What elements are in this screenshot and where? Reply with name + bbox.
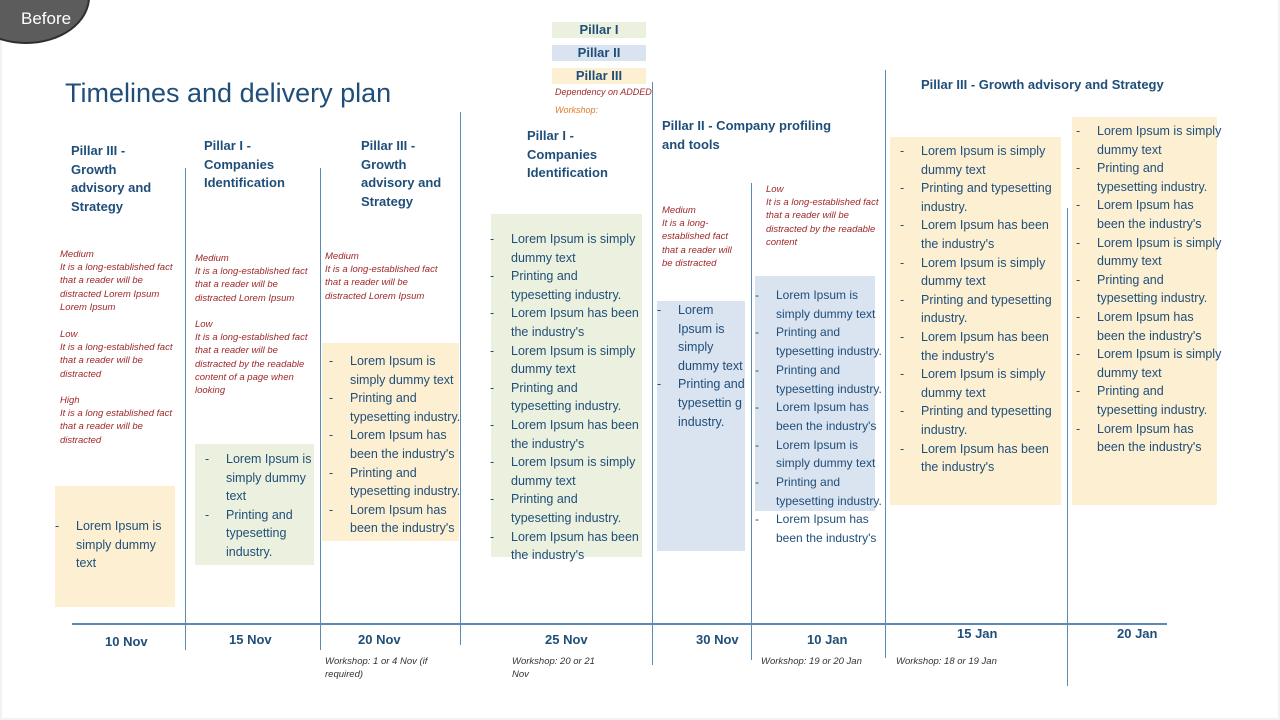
list-item: - Printing and typesetting industry. <box>329 389 463 426</box>
list-item: - Printing and typesetting industry. <box>1076 271 1222 308</box>
risk-note-medium: Medium It is a long-established fact that a reader will be distracted Lorem Ipsum <box>195 253 308 304</box>
timeline-axis <box>72 623 1167 625</box>
legend-pillar-1: Pillar I <box>552 22 646 38</box>
column-heading: Pillar I - Companies Identification <box>204 138 285 190</box>
risk-note-medium: Medium It is a long-established fact that a reader will be distracted <box>662 205 732 269</box>
column-separator <box>652 82 653 665</box>
list-item: - Lorem Ipsum is simply dummy text <box>657 301 747 375</box>
task-list <box>657 301 747 431</box>
list-item: - Lorem Ipsum has been the industry's <box>329 501 463 538</box>
column-heading: Pillar I - Companies Identification <box>527 128 608 180</box>
list-item: - Lorem Ipsum has been the industry's <box>900 440 1060 477</box>
list-item: - Lorem Ipsum is simply dummy text <box>755 436 889 473</box>
column-separator <box>751 183 752 660</box>
list-item: - Lorem Ipsum is simply dummy text <box>1076 345 1222 382</box>
timeline-date: 25 Nov <box>545 632 588 647</box>
list-item: - Lorem Ipsum is simply dummy text <box>900 365 1060 402</box>
legend-pillar-2: Pillar II <box>552 45 646 61</box>
before-badge-label: Before <box>21 9 72 28</box>
list-item: - Printing and typesetting industry. <box>755 323 889 360</box>
list-item: - Printing and typesetting industry. <box>1076 159 1222 196</box>
column-heading: Pillar III - Growth advisory and Strategy <box>71 143 152 214</box>
list-item: - Lorem Ipsum has been the industry's <box>490 416 640 453</box>
list-item: - Printing and typesetting industry. <box>755 473 889 510</box>
list-item: - Lorem Ipsum has been the industry's <box>1076 420 1222 457</box>
column-separator <box>1067 208 1068 686</box>
list-item: - Lorem Ipsum is simply dummy text <box>55 517 173 573</box>
list-item: - Lorem Ipsum is simply dummy text <box>329 352 463 389</box>
list-item: - Printing and typesetting industry. <box>900 291 1060 328</box>
list-item: - Printing and typesetting industry. <box>755 361 889 398</box>
column-separator <box>885 70 886 658</box>
list-item: - Printing and typesetting industry. <box>329 464 463 501</box>
task-list <box>490 230 640 565</box>
task-list <box>329 352 463 538</box>
list-item: - Printing and typesetting industry. <box>490 379 640 416</box>
task-list <box>1076 122 1222 457</box>
task-list <box>900 142 1060 477</box>
legend-pillar-3: Pillar III <box>552 68 646 84</box>
risk-note-medium: Medium It is a long-established fact that a reader will be distracted Lorem Ipsum <box>325 251 438 302</box>
list-item: - Lorem Ipsum is simply dummy text <box>1076 234 1222 271</box>
list-item: - Lorem Ipsum is simply dummy text <box>900 142 1060 179</box>
risk-note-medium: Medium It is a long-established fact that a reader will be distracted Lorem Ipsum Lorem Ipsum <box>60 249 173 313</box>
column-heading: Pillar III - Growth advisory and Strategy <box>361 138 442 209</box>
list-item: - Printing and typesetting industry. <box>900 402 1060 439</box>
task-list <box>55 517 173 573</box>
workshop-note: Workshop: 20 or 21 Nov <box>512 656 595 680</box>
timeline-date: 15 Jan <box>957 626 998 641</box>
timeline-date: 10 Nov <box>105 634 148 649</box>
task-list <box>205 450 313 562</box>
timeline-date: 15 Nov <box>229 632 272 647</box>
legend-dependency: Dependency on ADDED <box>555 87 652 97</box>
column-separator <box>185 168 186 650</box>
list-item: - Lorem Ipsum has been the industry's <box>1076 308 1222 345</box>
list-item: - Lorem Ipsum is simply dummy text <box>490 230 640 267</box>
list-item: - Lorem Ipsum has been the industry's <box>329 426 463 463</box>
risk-note-high: High It is a long established fact that a reader will be distracted <box>60 395 172 446</box>
legend-workshop: Workshop: <box>555 105 599 115</box>
risk-note-low: Low It is a long-established fact that a reader will be distracted by the readable content <box>766 184 879 248</box>
list-item: - Lorem Ipsum is simply dummy text <box>490 453 640 490</box>
list-item: - Lorem Ipsum has been the industry's <box>490 304 640 341</box>
list-item: - Printing and typesetting industry. <box>900 179 1060 216</box>
workshop-note: Workshop: 19 or 20 Jan <box>761 656 862 667</box>
workshop-note: Workshop: 1 or 4 Nov (if required) <box>325 656 428 680</box>
workshop-note: Workshop: 18 or 19 Jan <box>896 656 997 667</box>
list-item: - Lorem Ipsum has been the industry's <box>755 510 889 547</box>
risk-note-low: Low It is a long-established fact that a reader will be distracted <box>60 329 173 380</box>
task-list <box>755 286 889 548</box>
list-item: - Lorem Ipsum is simply dummy text <box>1076 122 1222 159</box>
list-item: - Printing and typesetting industry. <box>1076 382 1222 419</box>
slide-canvas <box>2 0 1278 718</box>
list-item: - Lorem Ipsum has been the industry's <box>900 328 1060 365</box>
list-item: - Lorem Ipsum is simply dummy text <box>205 450 313 506</box>
list-item: - Lorem Ipsum has been the industry's <box>1076 196 1222 233</box>
column-heading: Pillar III - Growth advisory and Strategy <box>921 77 1164 92</box>
list-item: - Lorem Ipsum has been the industry's <box>755 398 889 435</box>
list-item: - Printing and typesettin g industry. <box>657 375 747 431</box>
page-title: Timelines and delivery plan <box>65 78 392 108</box>
list-item: - Lorem Ipsum is simply dummy text <box>755 286 889 323</box>
column-separator <box>320 168 321 650</box>
list-item: - Lorem Ipsum is simply dummy text <box>900 254 1060 291</box>
list-item: - Lorem Ipsum has been the industry's <box>490 528 640 565</box>
list-item: - Lorem Ipsum has been the industry's <box>900 216 1060 253</box>
column-heading: Pillar II - Company profiling and tools <box>662 118 832 152</box>
timeline-date: 30 Nov <box>696 632 739 647</box>
timeline-date: 10 Jan <box>807 632 848 647</box>
risk-note-low: Low It is a long-established fact that a reader will be distracted by the readable content of a page when looking <box>195 319 308 397</box>
list-item: - Lorem Ipsum is simply dummy text <box>490 342 640 379</box>
timeline-date: 20 Jan <box>1117 626 1158 641</box>
list-item: - Printing and typesetting industry. <box>490 490 640 527</box>
list-item: - Printing and typesetting industry. <box>490 267 640 304</box>
list-item: - Printing and typesetting industry. <box>205 506 313 562</box>
column-separator <box>460 112 461 645</box>
timeline-date: 20 Nov <box>358 632 401 647</box>
